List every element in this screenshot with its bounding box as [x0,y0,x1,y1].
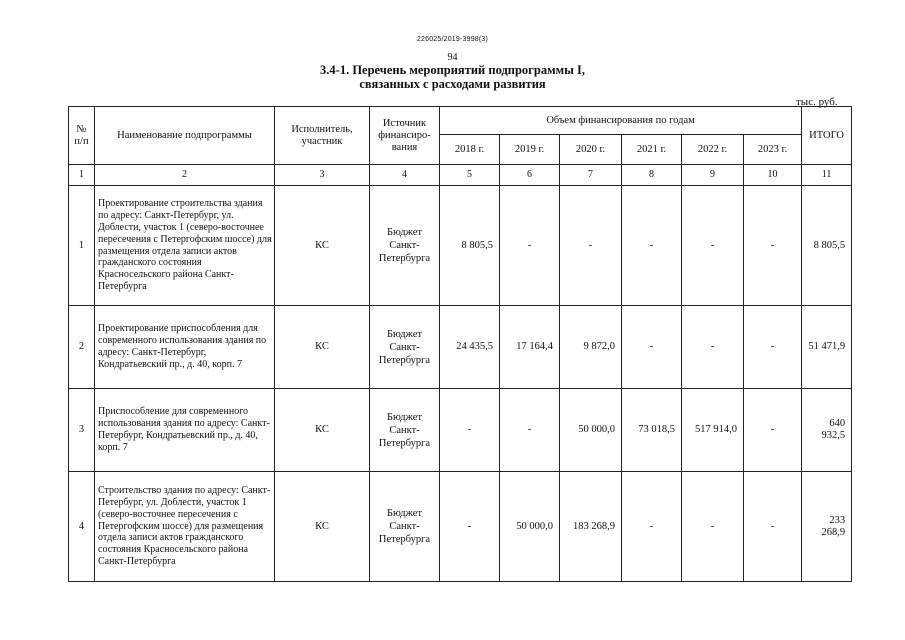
col-header-year: 2018 г. [440,135,500,165]
row-value-2019: 17 164,4 [500,306,560,389]
row-name: Проектирование приспособления для современного использования здания по адресу: Санкт-Петербург, Кондратьевский пр., д. 40, корп. 7 [95,306,275,389]
row-value-2019: - [500,186,560,306]
row-value-2023: - [744,472,802,582]
row-value-2023: - [744,306,802,389]
column-number: 9 [682,165,744,186]
row-value-2021: 73 018,5 [622,389,682,472]
column-number: 6 [500,165,560,186]
row-executor: КС [275,472,370,582]
column-number: 3 [275,165,370,186]
col-header-year: 2019 г. [500,135,560,165]
row-source: Бюджет Санкт-Петербурга [370,306,440,389]
row-value-2021: - [622,306,682,389]
col-header-year: 2023 г. [744,135,802,165]
row-value-2019: - [500,389,560,472]
row-value-2020: - [560,186,622,306]
document-id: 226025/2019-3998(3) [416,36,489,43]
row-value-2023: - [744,389,802,472]
col-header-year: 2022 г. [682,135,744,165]
row-value-2021: - [622,472,682,582]
row-value-2021: - [622,186,682,306]
row-value-2023: - [744,186,802,306]
table-row [69,472,852,582]
units-label: тыс. руб. [796,96,838,108]
col-header-num: № п/п [69,107,95,165]
funding-table [68,106,852,582]
row-executor: КС [275,186,370,306]
row-value-2022: 517 914,0 [682,389,744,472]
row-value-2020: 183 268,9 [560,472,622,582]
col-header-source: Источник финансиро-вания [370,107,440,165]
row-number: 1 [69,186,95,306]
row-value-2022: - [682,186,744,306]
row-source: Бюджет Санкт-Петербурга [370,186,440,306]
title-line-1: 3.4-1. Перечень мероприятий подпрограммы I, [320,63,585,77]
row-number: 3 [69,389,95,472]
col-header-total: ИТОГО [802,107,852,165]
column-number: 11 [802,165,852,186]
row-value-2020: 9 872,0 [560,306,622,389]
row-executor: КС [275,306,370,389]
row-name: Проектирование строительства здания по адресу: Санкт-Петербург, ул. Доблести, участок 1 (северо-восточнее пересечения с Петергофским шоссе) для размещения отдела записи актов гражданского состояния Красносельского района Санкт-Петербурга [95,186,275,306]
row-source: Бюджет Санкт-Петербурга [370,389,440,472]
row-executor: КС [275,389,370,472]
row-name: Приспособление для современного использования здания по адресу: Санкт-Петербург, Кондратьевский пр., д. 40, корп. 7 [95,389,275,472]
column-number: 2 [95,165,275,186]
column-number: 7 [560,165,622,186]
row-total: 233 268,9 [802,472,852,582]
column-number: 4 [370,165,440,186]
row-value-2018: - [440,389,500,472]
row-source: Бюджет Санкт-Петербурга [370,472,440,582]
column-number-row [69,165,852,186]
row-value-2018: - [440,472,500,582]
row-total: 640 932,5 [802,389,852,472]
row-value-2019: 50 000,0 [500,472,560,582]
col-header-year: 2020 г. [560,135,622,165]
row-value-2022: - [682,306,744,389]
column-number: 10 [744,165,802,186]
row-total: 8 805,5 [802,186,852,306]
table-row [69,306,852,389]
col-header-executor: Исполнитель, участник [275,107,370,165]
row-value-2020: 50 000,0 [560,389,622,472]
row-number: 2 [69,306,95,389]
row-value-2022: - [682,472,744,582]
row-name: Строительство здания по адресу: Санкт-Петербург, ул. Доблести, участок 1 (северо-восточнее пересечения с Петергофским шоссе) для размещения отдела записи актов гражданского состояния Красносельского района Санкт-Петербурга [95,472,275,582]
table-row [69,389,852,472]
title-line-2: связанных с расходами развития [359,77,546,91]
row-number: 4 [69,472,95,582]
row-value-2018: 24 435,5 [440,306,500,389]
column-number: 8 [622,165,682,186]
row-value-2018: 8 805,5 [440,186,500,306]
col-header-name: Наименование подпрограммы [95,107,275,165]
row-total: 51 471,9 [802,306,852,389]
page-title [0,63,905,91]
page-number: 94 [447,52,458,63]
col-header-funding: Объем финансирования по годам [440,107,802,135]
col-header-year: 2021 г. [622,135,682,165]
table-row [69,186,852,306]
column-number: 1 [69,165,95,186]
column-number: 5 [440,165,500,186]
